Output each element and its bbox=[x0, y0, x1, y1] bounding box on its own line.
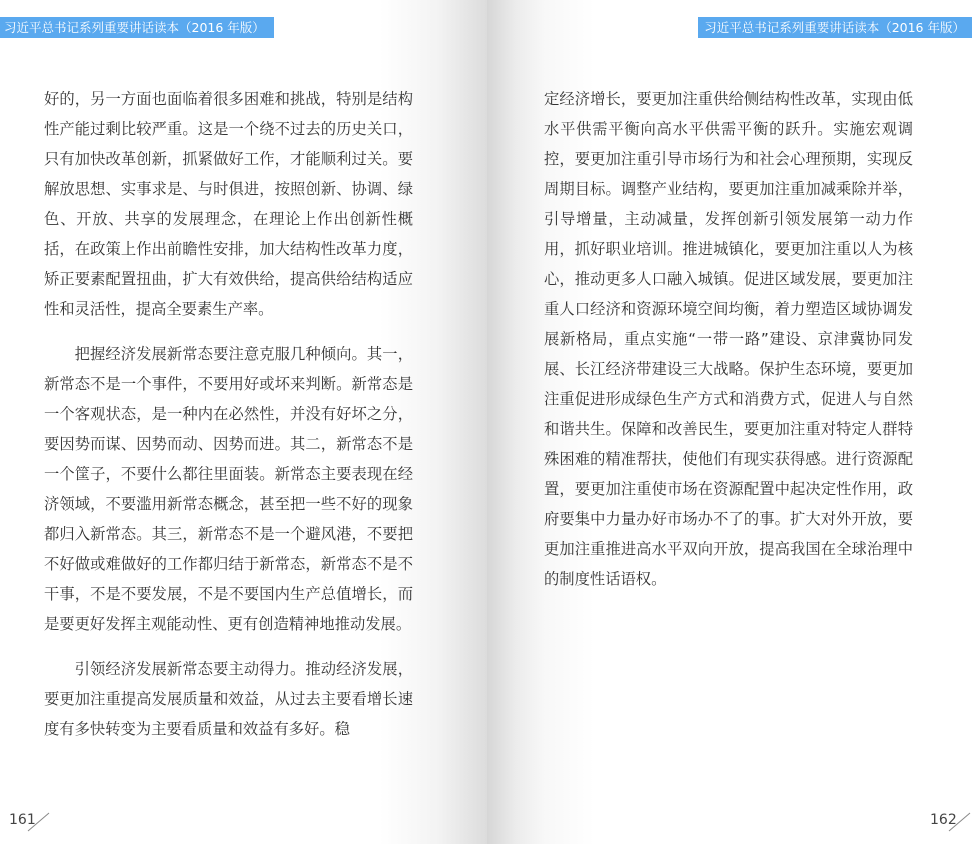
paragraph: 引领经济发展新常态要主动得力。推动经济发展，要更加注重提高发展质量和效益，从过去主要看增长速度有多快转变为主要看质量和效益有多好。稳 bbox=[44, 660, 413, 738]
left-page bbox=[0, 0, 487, 844]
folio bbox=[6, 811, 52, 835]
paragraph: 把握经济发展新常态要注意克服几种倾向。其一，新常态不是一个事件，不要用好或坏来判断。新常态是一个客观状态，是一种内在必然性，并没有好坏之分，要因势而谋、因势而动、因势而进。其二，新常态不是一个筐子，不要什么都往里面装。新常态主要表现在经济领域，不要滥用新常态概念，甚至把一些不好的现象都归入新常态。其三，新常态不是一个避风港，不要把不好做或难做好的工作都归结于新常态，新常态不是不干事，不是不要发展，不是不要国内生产总值增长，而是要更好发挥主观能动性、更有创造精神地推动发展。 bbox=[44, 345, 413, 633]
page-number: 162 bbox=[930, 812, 957, 828]
running-header: 习近平总书记系列重要讲话读本（2016 年版） bbox=[698, 17, 972, 38]
right-page bbox=[487, 0, 975, 844]
page-body bbox=[44, 84, 413, 759]
folio-slash-icon bbox=[24, 811, 50, 833]
paragraph: 好的，另一方面也面临着很多困难和挑战，特别是结构性产能过剩比较严重。这是一个绕不过去的历史关口，只有加快改革创新，抓紧做好工作，才能顺利过关。要解放思想、实事求是、与时俱进，按照创新、协调、绿色、开放、共享的发展理念，在理论上作出创新性概括，在政策上作出前瞻性安排，加大结构性改革力度，矫正要素配置扭曲，扩大有效供给，提高供给结构适应性和灵活性，提高全要素生产率。 bbox=[44, 90, 413, 318]
running-header: 习近平总书记系列重要讲话读本（2016 年版） bbox=[0, 17, 274, 38]
folio bbox=[927, 811, 973, 835]
page-number: 161 bbox=[9, 812, 36, 828]
page-body bbox=[544, 84, 913, 609]
folio-slash-icon bbox=[945, 811, 971, 833]
paragraph: 定经济增长，要更加注重供给侧结构性改革，实现由低水平供需平衡向高水平供需平衡的跃升。实施宏观调控，要更加注重引导市场行为和社会心理预期，实现反周期目标。调整产业结构，要更加注重加减乘除并举，引导增量，主动减量，发挥创新引领发展第一动力作用，抓好职业培训。推进城镇化，要更加注重以人为核心，推动更多人口融入城镇。促进区域发展，要更加注重人口经济和资源环境空间均衡，着力塑造区域协调发展新格局，重点实施“一带一路”建设、京津冀协同发展、长江经济带建设三大战略。保护生态环境，要更加注重促进形成绿色生产方式和消费方式，促进人与自然和谐共生。保障和改善民生，要更加注重对特定人群特殊困难的精准帮扶，使他们有现实获得感。进行资源配置，要更加注重使市场在资源配置中起决定性作用，政府要集中力量办好市场办不了的事。扩大对外开放，要更加注重推进高水平双向开放，提高我国在全球治理中的制度性话语权。 bbox=[544, 90, 913, 588]
